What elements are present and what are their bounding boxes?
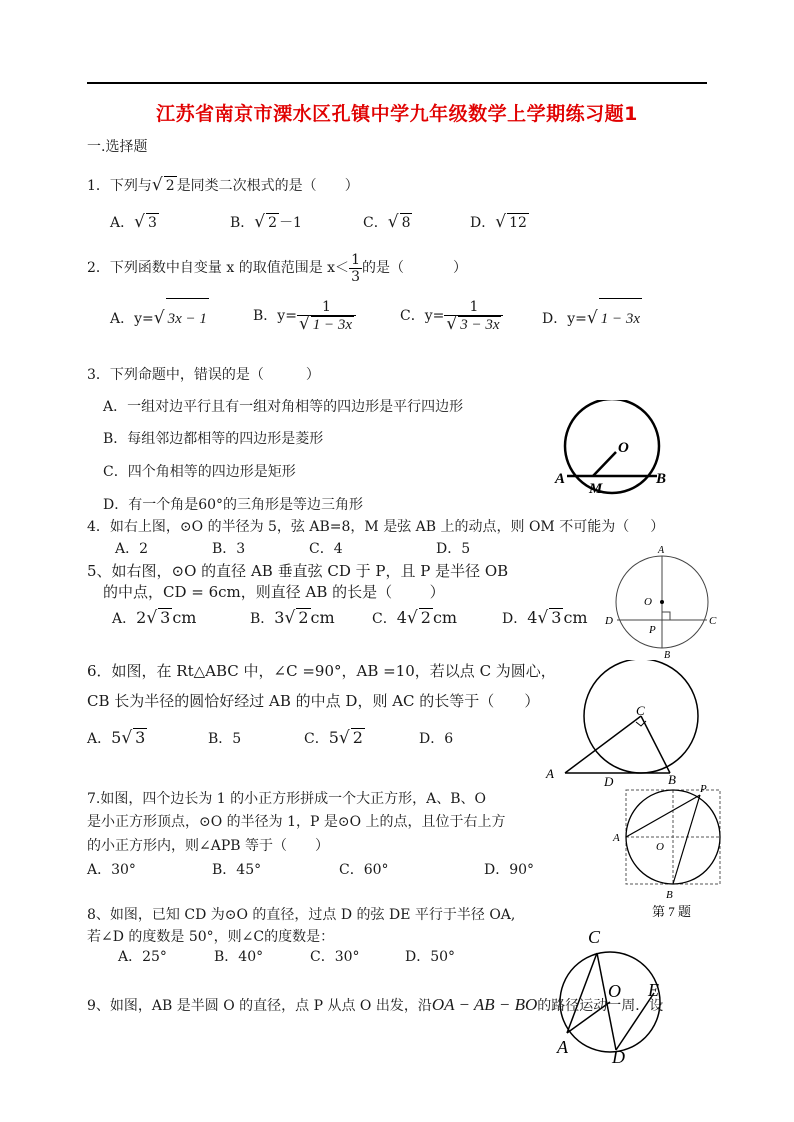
q1-stem-radicand: 2 xyxy=(165,178,175,194)
sqrt-icon: √ xyxy=(298,314,310,334)
label-b: B xyxy=(666,889,673,901)
option-tail: －1 xyxy=(279,215,302,231)
option-label: D． xyxy=(470,215,496,231)
label-b: B xyxy=(656,471,667,487)
center-point xyxy=(660,600,664,604)
q3-option-a[interactable]: A．一组对边平行且有一组对角相等的四边形是平行四边形 xyxy=(103,399,464,415)
equation-prefix: y= xyxy=(424,308,445,324)
q3-option-c[interactable]: C．四个角相等的四边形是矩形 xyxy=(103,464,296,480)
q1-stem xyxy=(87,176,359,195)
q8-option-d[interactable]: D．50° xyxy=(405,949,456,965)
q4-stem-close: ） xyxy=(650,519,665,535)
equation-prefix: y= xyxy=(277,308,297,324)
numerator: 1 xyxy=(351,251,360,268)
denominator: 3 xyxy=(351,268,360,285)
option-label: C． xyxy=(304,731,329,747)
q7-line2: 是小正方形顶点，⊙O 的半径为 1，P 是⊙O 上的点，且位于右上方 xyxy=(87,814,506,830)
sqrt-icon: √ xyxy=(153,308,165,328)
q5-line2-close: ） xyxy=(429,583,445,601)
q7-option-c[interactable]: C．60° xyxy=(339,862,389,878)
q1-stem-text-2: 是同类二次根式的是（ xyxy=(176,178,317,194)
top-rule xyxy=(87,82,707,84)
label-o: O xyxy=(656,841,664,853)
equation-prefix: y= xyxy=(567,311,587,327)
option-label: C． xyxy=(400,308,425,324)
radicand: 12 xyxy=(509,215,527,231)
q9-stem xyxy=(87,994,663,1017)
sqrt-icon: √ xyxy=(446,314,458,334)
label-c: C xyxy=(588,927,601,947)
label-p: P xyxy=(700,783,707,795)
fraction xyxy=(349,252,362,285)
coefficient: 4 xyxy=(527,608,538,627)
q5-line1: 5、如右图，⊙O 的直径 AB 垂直弦 CD 于 P，且 P 是半径 OB xyxy=(87,562,509,580)
q7-line1: 7.如图，四个边长为 1 的小正方形拼成一个大正方形，A、B、O xyxy=(87,791,487,807)
section-heading: 一.选择题 xyxy=(87,139,148,155)
radicand: 3x − 1 xyxy=(166,298,209,339)
q4-stem-text: 4．如右上图，⊙O 的半径为 5，弦 AB=8，M 是弦 AB 上的动点，则 OM 不可能为（ xyxy=(87,519,630,535)
q7-option-a[interactable]: A．30° xyxy=(87,862,136,878)
sqrt-icon: √ xyxy=(406,608,418,628)
radicand: 2 xyxy=(268,215,278,231)
option-label: B． xyxy=(230,215,255,231)
label-b: B xyxy=(664,650,671,660)
segment-cb xyxy=(641,716,670,773)
q7-square-figure xyxy=(608,780,728,920)
q7-line3-close: ） xyxy=(315,838,329,854)
segment-om xyxy=(593,452,616,476)
label-e: E xyxy=(648,980,659,1000)
q3-stem-text: 3．下列命题中，错误的是（ xyxy=(87,367,264,383)
q5-option-c[interactable] xyxy=(372,608,457,628)
label-d: D xyxy=(604,774,614,789)
option-label: A． xyxy=(110,311,135,327)
q4-stem xyxy=(87,518,664,536)
coefficient: 4 xyxy=(396,608,407,627)
label-o: O xyxy=(618,440,629,456)
sqrt-icon: √ xyxy=(254,212,266,232)
sqrt-icon: √ xyxy=(134,212,145,232)
numerator: 1 xyxy=(322,299,331,315)
coefficient: 3 xyxy=(274,608,285,627)
unit: cm xyxy=(172,608,197,627)
q2-option-b[interactable] xyxy=(253,294,356,338)
radicand: 3 xyxy=(551,608,562,627)
label-d: D xyxy=(612,1047,625,1065)
q8-line2: 若∠D 的度数是 50°，则∠C的度数是： xyxy=(87,929,335,945)
chord-ca xyxy=(567,953,597,1033)
q9-stem-text: 9、如图，AB 是半圆 O 的直径，点 P 从点 O 出发，沿 xyxy=(87,998,432,1014)
q7-option-b[interactable]: B．45° xyxy=(212,862,262,878)
radicand: 2 xyxy=(352,728,363,747)
q5-circle-figure xyxy=(600,540,720,660)
q7-line3-text: 的小正方形内，则∠APB 等于（ xyxy=(87,838,287,854)
coefficient: 5 xyxy=(328,728,339,747)
q4-option-b[interactable]: B．3 xyxy=(212,541,246,557)
q7-option-d[interactable]: D．90° xyxy=(484,862,535,878)
unit: cm xyxy=(310,608,335,627)
q4-option-c[interactable]: C．4 xyxy=(309,541,343,557)
option-label: C． xyxy=(372,611,397,627)
q1-stem-text: 1．下列与 xyxy=(87,178,152,194)
figure-caption: 第 7 题 xyxy=(652,904,692,919)
option-label: A． xyxy=(112,611,137,627)
q8-option-a[interactable]: A．25° xyxy=(118,949,167,965)
label-a: A xyxy=(613,832,620,844)
right-angle-mark xyxy=(662,612,670,620)
q5-option-b[interactable] xyxy=(250,608,335,628)
q2-option-d[interactable] xyxy=(542,298,642,339)
q6-option-d[interactable]: D．6 xyxy=(419,731,454,747)
radicand: 2 xyxy=(420,608,431,627)
q4-option-a[interactable]: A．2 xyxy=(115,541,149,557)
q1-option-a[interactable] xyxy=(110,213,159,232)
q2-stem xyxy=(87,248,467,288)
option-label: A． xyxy=(110,215,135,231)
q9-stem-text-2: 的路径运动一周．设 xyxy=(537,998,664,1014)
q5-option-a[interactable] xyxy=(112,608,196,628)
unit: cm xyxy=(563,608,588,627)
equation-prefix: y= xyxy=(134,311,154,327)
radicand: 2 xyxy=(298,608,309,627)
q2-stem-close: ） xyxy=(452,260,467,276)
q4-option-d[interactable]: D．5 xyxy=(436,541,471,557)
q6-option-a[interactable] xyxy=(87,728,147,748)
sqrt-icon: √ xyxy=(387,212,399,232)
sqrt-icon: √ xyxy=(121,728,133,748)
denominator xyxy=(444,315,503,333)
q5-line2 xyxy=(103,583,445,601)
label-d: D xyxy=(605,615,613,627)
numerator: 1 xyxy=(469,299,479,315)
radicand: 8 xyxy=(401,215,411,231)
option-label: B． xyxy=(253,308,278,324)
fraction xyxy=(297,299,356,333)
radicand: 3 − 3x xyxy=(460,317,500,333)
label-p: P xyxy=(649,624,656,636)
radicand: 3 xyxy=(160,608,171,627)
q2-option-a[interactable] xyxy=(110,298,209,339)
sqrt-icon: √ xyxy=(586,308,598,328)
coefficient: 5 xyxy=(111,728,122,747)
q3-option-d[interactable]: D．有一个角是60°的三角形是等边三角形 xyxy=(103,497,364,513)
label-c: C xyxy=(709,615,717,627)
q5-option-d[interactable] xyxy=(502,608,588,628)
label-a: A xyxy=(555,471,566,487)
radicand: 1 − 3x xyxy=(312,317,353,333)
segment-ac xyxy=(565,716,641,773)
radicand: 1 − 3x xyxy=(599,298,642,339)
label-a: A xyxy=(546,766,554,781)
fraction xyxy=(444,299,503,333)
q2-option-c[interactable] xyxy=(400,294,503,338)
label-m: M xyxy=(589,481,603,497)
q6-line2-close: ） xyxy=(524,692,540,710)
q6-line2 xyxy=(87,692,539,710)
label-a: A xyxy=(658,545,665,556)
option-label: C． xyxy=(363,215,388,231)
q7-line3 xyxy=(87,837,329,855)
q3-option-b[interactable]: B．每组邻边都相等的四边形是菱形 xyxy=(103,431,324,447)
q1-stem-close: ） xyxy=(344,178,359,194)
q1-option-c[interactable] xyxy=(363,213,412,232)
label-b: B xyxy=(668,772,676,787)
denominator xyxy=(297,315,356,333)
q1-option-d[interactable] xyxy=(470,213,529,232)
sqrt-icon: √ xyxy=(537,608,549,628)
q6-option-b[interactable]: B．5 xyxy=(208,731,242,747)
label-a: A xyxy=(557,1037,568,1057)
q1-option-b[interactable] xyxy=(230,213,302,232)
q2-stem-text: 2．下列函数中自变量 x 的取值范围是 x＜ xyxy=(87,260,350,276)
q6-line1: 6．如图，在 Rt△ABC 中，∠C =90°，AB =10，若以点 C 为圆心， xyxy=(87,662,556,680)
radicand: 3 xyxy=(147,215,157,231)
q5-line2-text: 的中点，CD = 6cm，则直径 AB 的长是（ xyxy=(103,583,393,601)
option-label: A． xyxy=(87,731,112,747)
q8-option-b[interactable]: B．40° xyxy=(214,949,264,965)
q9-path-expression: OA − AB − BO xyxy=(431,995,538,1014)
unit: cm xyxy=(432,608,458,627)
label-o: O xyxy=(608,981,621,1001)
q6-option-c[interactable] xyxy=(304,728,365,748)
sqrt-icon: √ xyxy=(151,175,163,195)
sqrt-icon: √ xyxy=(284,608,296,628)
coefficient: 2 xyxy=(136,608,147,627)
radicand: 3 xyxy=(135,728,146,747)
q6-triangle-figure xyxy=(540,660,725,790)
option-label: D． xyxy=(502,611,528,627)
circle-shape xyxy=(565,400,659,493)
q8-option-c[interactable]: C．30° xyxy=(310,949,360,965)
label-c: C xyxy=(636,703,645,718)
q8-line1: 8、如图，已知 CD 为⊙O 的直径，过点 D 的弦 DE 平行于半径 OA, xyxy=(87,907,516,923)
q3-stem xyxy=(87,366,320,384)
page-title: 江苏省南京市溧水区孔镇中学九年级数学上学期练习题1 xyxy=(156,103,638,125)
sqrt-icon: √ xyxy=(146,608,158,628)
option-label: B． xyxy=(250,611,275,627)
label-o: O xyxy=(644,596,652,608)
sqrt-icon: √ xyxy=(495,212,507,232)
sqrt-icon: √ xyxy=(338,728,350,748)
q2-stem-text-2: 的是（ xyxy=(361,260,404,276)
q3-circle-figure xyxy=(550,400,675,500)
option-label: D． xyxy=(542,311,568,327)
q6-line2-text: CB 长为半径的圆恰好经过 AB 的中点 D，则 AC 的长等于（ xyxy=(87,692,495,710)
q3-stem-close: ） xyxy=(305,367,320,383)
